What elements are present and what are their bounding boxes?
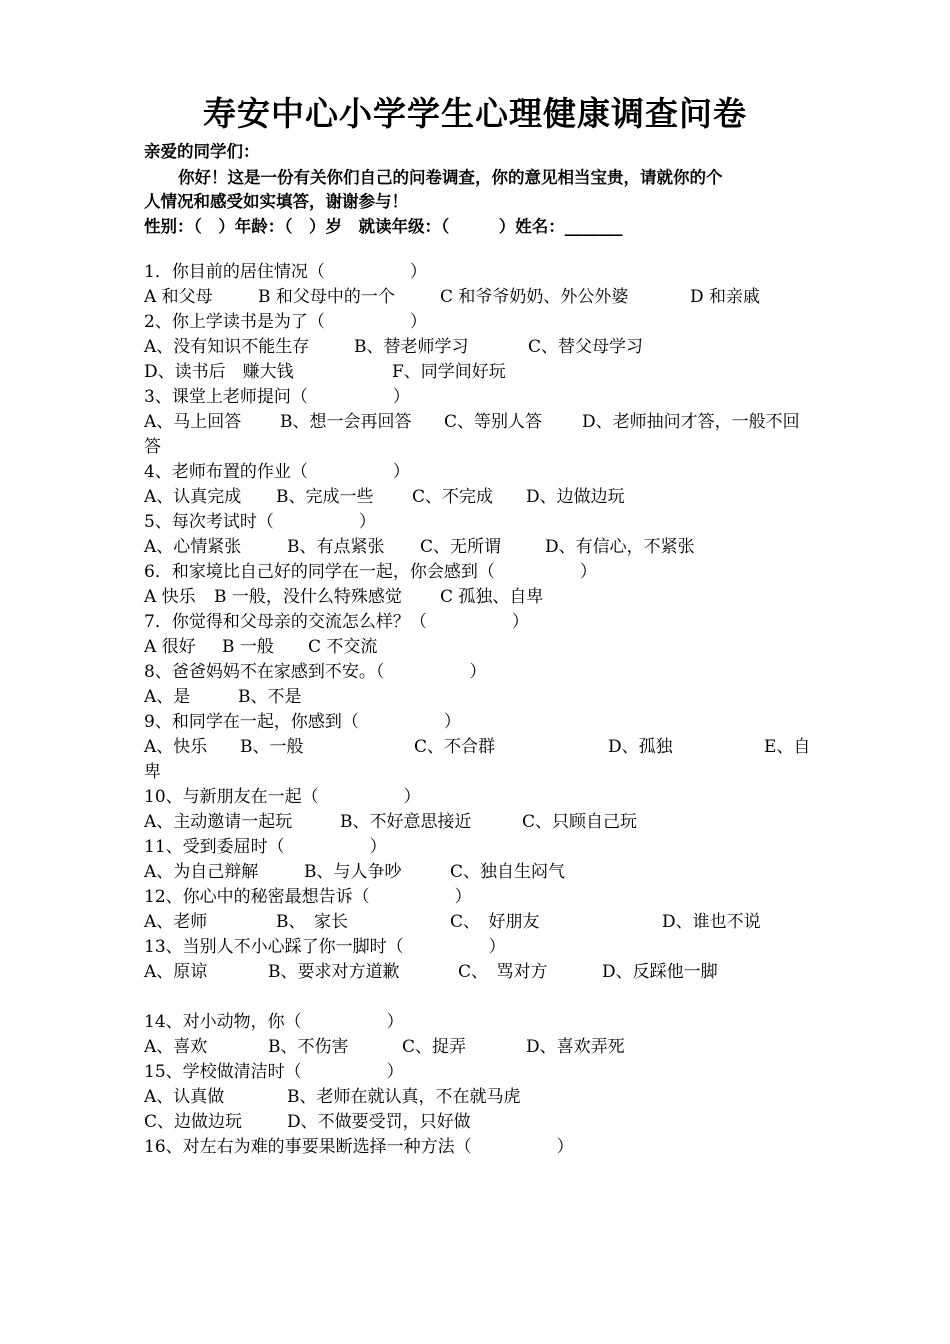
- option: C、捉弄: [402, 1037, 467, 1057]
- option: D、喜欢弄死: [526, 1037, 625, 1057]
- option: D、读书后 赚大钱: [144, 362, 294, 382]
- option: C、等别人答: [444, 412, 543, 432]
- option: C 孤独、自卑: [440, 587, 544, 607]
- option: A 快乐: [144, 587, 196, 607]
- question-13: 13、当别人不小心踩了你一脚时（ ）: [144, 937, 506, 957]
- question-6: 6．和家境比自己好的同学在一起，你会感到（ ）: [144, 562, 597, 582]
- option: C 和爷爷奶奶、外公外婆: [440, 287, 629, 307]
- option: F、同学间好玩: [392, 362, 506, 382]
- question-8: 8、爸爸妈妈不在家感到不安。（ ）: [144, 662, 487, 682]
- option: B、不好意思接近: [340, 812, 472, 832]
- question-7: 7．你觉得和父母亲的交流怎么样？（ ）: [144, 612, 529, 632]
- option: A、快乐: [144, 737, 208, 757]
- option: B 一般，没什么特殊感觉: [214, 587, 402, 607]
- option: A、是: [144, 687, 191, 707]
- option: C、不合群: [414, 737, 496, 757]
- question-2: 2、你上学读书是为了（ ）: [144, 312, 427, 332]
- option: B、 家长: [276, 912, 348, 932]
- info-line: 性别：（ ）年龄：（ ）岁 就读年级：（ ）姓名：_______: [144, 217, 623, 236]
- option: D、谁也不说: [662, 912, 761, 932]
- greeting: 亲爱的同学们：: [144, 142, 260, 161]
- option: A、主动邀请一起玩: [144, 812, 293, 832]
- option: A、心情紧张: [144, 537, 242, 557]
- option: C、不完成: [412, 487, 494, 507]
- question-4: 4、老师布置的作业（ ）: [144, 462, 410, 482]
- option: B、不是: [238, 687, 302, 707]
- intro-line-1: 你好！这是一份有关你们自己的问卷调查，你的意见相当宝贵，请就你的个: [178, 168, 723, 187]
- question-1: 1．你目前的居住情况（ ）: [144, 262, 427, 282]
- option: B、不伤害: [268, 1037, 349, 1057]
- question-10: 10、与新朋友在一起（ ）: [144, 787, 421, 807]
- option: D、不做要受罚，只好做: [287, 1112, 471, 1132]
- option: B、想一会再回答: [280, 412, 412, 432]
- option: B、与人争吵: [304, 862, 402, 882]
- option: B、有点紧张: [287, 537, 385, 557]
- option: A 和父母: [144, 287, 213, 307]
- option: D、有信心，不紧张: [545, 537, 695, 557]
- option: A、没有知识不能生存: [144, 337, 310, 357]
- option: C、替父母学习: [528, 337, 644, 357]
- question-15: 15、学校做清洁时（ ）: [144, 1062, 404, 1082]
- option: C、只顾自己玩: [522, 812, 638, 832]
- option: C 不交流: [308, 637, 378, 657]
- option: A、老师: [144, 912, 208, 932]
- option: D、反踩他一脚: [602, 962, 718, 982]
- option: C、 好朋友: [450, 912, 540, 932]
- option: B、完成一些: [276, 487, 374, 507]
- option: A、为自己辩解: [144, 862, 259, 882]
- option: A、认真完成: [144, 487, 242, 507]
- option: B、替老师学习: [354, 337, 469, 357]
- option: B、要求对方道歉: [268, 962, 400, 982]
- option: D 和亲戚: [690, 287, 761, 307]
- question-14: 14、对小动物，你（ ）: [144, 1012, 404, 1032]
- option: D、边做边玩: [526, 487, 625, 507]
- option: B 一般: [222, 637, 274, 657]
- option: A、原谅: [144, 962, 208, 982]
- option: A 很好: [144, 637, 196, 657]
- option-wrap: 答: [144, 437, 161, 457]
- option: A、认真做: [144, 1087, 225, 1107]
- question-9: 9、和同学在一起，你感到（ ）: [144, 712, 461, 732]
- option: E、自: [764, 737, 811, 757]
- option: B 和父母中的一个: [258, 287, 395, 307]
- intro-line-2: 人情况和感受如实填答，谢谢参与！: [144, 192, 408, 211]
- option: B、老师在就认真，不在就马虎: [287, 1087, 521, 1107]
- option: C、边做边玩: [144, 1112, 243, 1132]
- option: A、喜欢: [144, 1037, 208, 1057]
- question-12: 12、你心中的秘密最想告诉（ ）: [144, 887, 472, 907]
- option: C、无所谓: [420, 537, 502, 557]
- option: C、独自生闷气: [450, 862, 566, 882]
- option-wrap: 卑: [144, 762, 161, 782]
- question-5: 5、每次考试时（ ）: [144, 512, 376, 532]
- question-11: 11、受到委屈时（ ）: [144, 837, 387, 857]
- page-title: 寿安中心小学学生心理健康调查问卷: [203, 94, 747, 133]
- question-16: 16、对左右为难的事要果断选择一种方法（ ）: [144, 1137, 574, 1157]
- question-3: 3、课堂上老师提问（ ）: [144, 387, 410, 407]
- option: B、一般: [240, 737, 304, 757]
- option: D、孤独: [608, 737, 673, 757]
- option: C、 骂对方: [458, 962, 548, 982]
- option: A、马上回答: [144, 412, 242, 432]
- option: D、老师抽问才答，一般不回: [582, 412, 800, 432]
